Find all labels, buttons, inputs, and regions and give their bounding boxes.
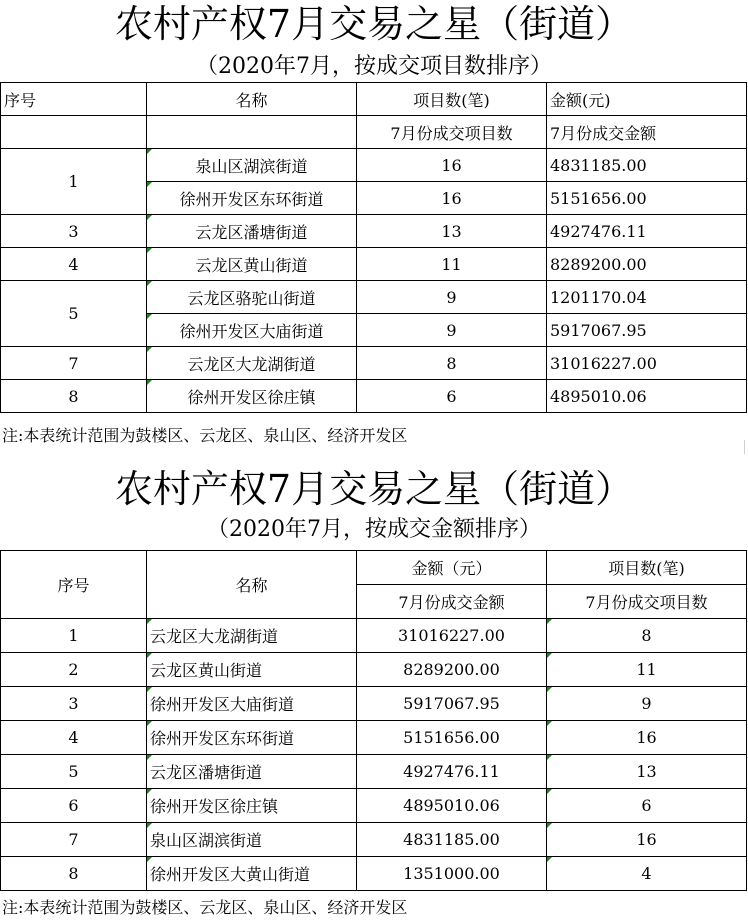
subheader-count: 7月份成交项目数 <box>547 585 747 619</box>
table-row <box>1 380 747 413</box>
amount-cell: 4895010.06 <box>547 380 747 413</box>
amount-cell: 4831185.00 <box>357 823 547 857</box>
amount-cell: 4895010.06 <box>357 789 547 823</box>
amount-cell: 5917067.95 <box>357 687 547 721</box>
subheader-amount: 7月份成交金额 <box>547 116 747 149</box>
amount-cell: 8289200.00 <box>357 653 547 687</box>
name-cell: 徐州开发区徐庄镇 <box>147 380 357 413</box>
count-cell: 9 <box>357 314 547 347</box>
name-cell: 泉山区湖滨街道 <box>147 823 357 857</box>
header-amount: 金额(元) <box>547 83 747 116</box>
header-rank: 序号 <box>1 83 147 116</box>
count-cell: 13 <box>547 755 747 789</box>
table-row <box>1 248 747 281</box>
section2-note: 注:本表统计范围为鼓楼区、云龙区、泉山区、经济开发区 <box>2 898 408 917</box>
count-cell: 16 <box>547 721 747 755</box>
name-cell: 云龙区黄山街道 <box>147 248 357 281</box>
table-row <box>1 789 747 823</box>
name-cell: 徐州开发区徐庄镇 <box>147 789 357 823</box>
header-count: 项目数(笔) <box>357 83 547 116</box>
amount-cell: 1201170.04 <box>547 281 747 314</box>
count-cell: 9 <box>547 687 747 721</box>
rank-cell: 2 <box>1 653 147 687</box>
section1-table <box>0 82 747 413</box>
name-cell: 徐州开发区大庙街道 <box>147 687 357 721</box>
count-cell: 4 <box>547 857 747 891</box>
table-subheader-row <box>1 116 747 149</box>
name-cell: 徐州开发区大庙街道 <box>147 314 357 347</box>
amount-cell: 5151656.00 <box>547 182 747 215</box>
rank-cell: 8 <box>1 857 147 891</box>
count-cell: 9 <box>357 281 547 314</box>
table-header-row <box>1 83 747 116</box>
table-row <box>1 149 747 182</box>
section2-table <box>0 550 747 891</box>
name-cell: 泉山区湖滨街道 <box>147 149 357 182</box>
table-row <box>1 721 747 755</box>
header-rank: 序号 <box>1 551 147 619</box>
table-row <box>1 823 747 857</box>
name-cell: 云龙区骆驼山街道 <box>147 281 357 314</box>
count-cell: 8 <box>547 619 747 653</box>
count-cell: 16 <box>357 182 547 215</box>
count-cell: 6 <box>547 789 747 823</box>
count-cell: 6 <box>357 380 547 413</box>
name-cell: 云龙区潘塘街道 <box>147 755 357 789</box>
name-cell: 云龙区大龙湖街道 <box>147 619 357 653</box>
section1-title: 农村产权7月交易之星（街道） <box>114 2 634 46</box>
name-cell: 徐州开发区东环街道 <box>147 721 357 755</box>
header-name: 名称 <box>147 551 357 619</box>
name-cell: 徐州开发区大黄山街道 <box>147 857 357 891</box>
table-row <box>1 347 747 380</box>
amount-cell: 31016227.00 <box>357 619 547 653</box>
subheader-count: 7月份成交项目数 <box>357 116 547 149</box>
section1-note: 注:本表统计范围为鼓楼区、云龙区、泉山区、经济开发区 <box>2 426 408 445</box>
header-count: 项目数(笔) <box>547 551 747 585</box>
rank-cell: 5 <box>1 755 147 789</box>
header-name: 名称 <box>147 83 357 116</box>
rank-cell: 7 <box>1 347 147 380</box>
count-cell: 11 <box>547 653 747 687</box>
count-cell: 11 <box>357 248 547 281</box>
rank-cell: 8 <box>1 380 147 413</box>
rank-cell: 3 <box>1 215 147 248</box>
table-row <box>1 687 747 721</box>
table-row <box>1 619 747 653</box>
name-cell: 云龙区潘塘街道 <box>147 215 357 248</box>
rank-cell: 5 <box>1 281 147 347</box>
rank-cell: 1 <box>1 149 147 215</box>
amount-cell: 1351000.00 <box>357 857 547 891</box>
section1-subtitle: （2020年7月，按成交项目数排序） <box>196 54 552 79</box>
name-cell: 云龙区大龙湖街道 <box>147 347 357 380</box>
count-cell: 8 <box>357 347 547 380</box>
section2-title: 农村产权7月交易之星（街道） <box>114 467 634 511</box>
table-row <box>1 653 747 687</box>
count-cell: 16 <box>547 823 747 857</box>
amount-cell: 8289200.00 <box>547 248 747 281</box>
rank-cell: 6 <box>1 789 147 823</box>
subheader-empty-cell <box>1 116 147 149</box>
count-cell: 16 <box>357 149 547 182</box>
table-row <box>1 215 747 248</box>
rank-cell: 7 <box>1 823 147 857</box>
amount-cell: 4927476.11 <box>357 755 547 789</box>
section2-subtitle: （2020年7月，按成交金额排序） <box>207 517 541 542</box>
table-row <box>1 857 747 891</box>
header-amount: 金额（元） <box>357 551 547 585</box>
amount-cell: 31016227.00 <box>547 347 747 380</box>
rank-cell: 1 <box>1 619 147 653</box>
table-header-row <box>1 551 747 585</box>
table-row <box>1 281 747 314</box>
amount-cell: 5151656.00 <box>357 721 547 755</box>
table-row <box>1 755 747 789</box>
subheader-amount: 7月份成交金额 <box>357 585 547 619</box>
amount-cell: 5917067.95 <box>547 314 747 347</box>
name-cell: 云龙区黄山街道 <box>147 653 357 687</box>
rank-cell: 4 <box>1 248 147 281</box>
gridline <box>744 440 745 454</box>
name-cell: 徐州开发区东环街道 <box>147 182 357 215</box>
amount-cell: 4927476.11 <box>547 215 747 248</box>
rank-cell: 3 <box>1 687 147 721</box>
rank-cell: 4 <box>1 721 147 755</box>
count-cell: 13 <box>357 215 547 248</box>
amount-cell: 4831185.00 <box>547 149 747 182</box>
subheader-empty-cell <box>147 116 357 149</box>
